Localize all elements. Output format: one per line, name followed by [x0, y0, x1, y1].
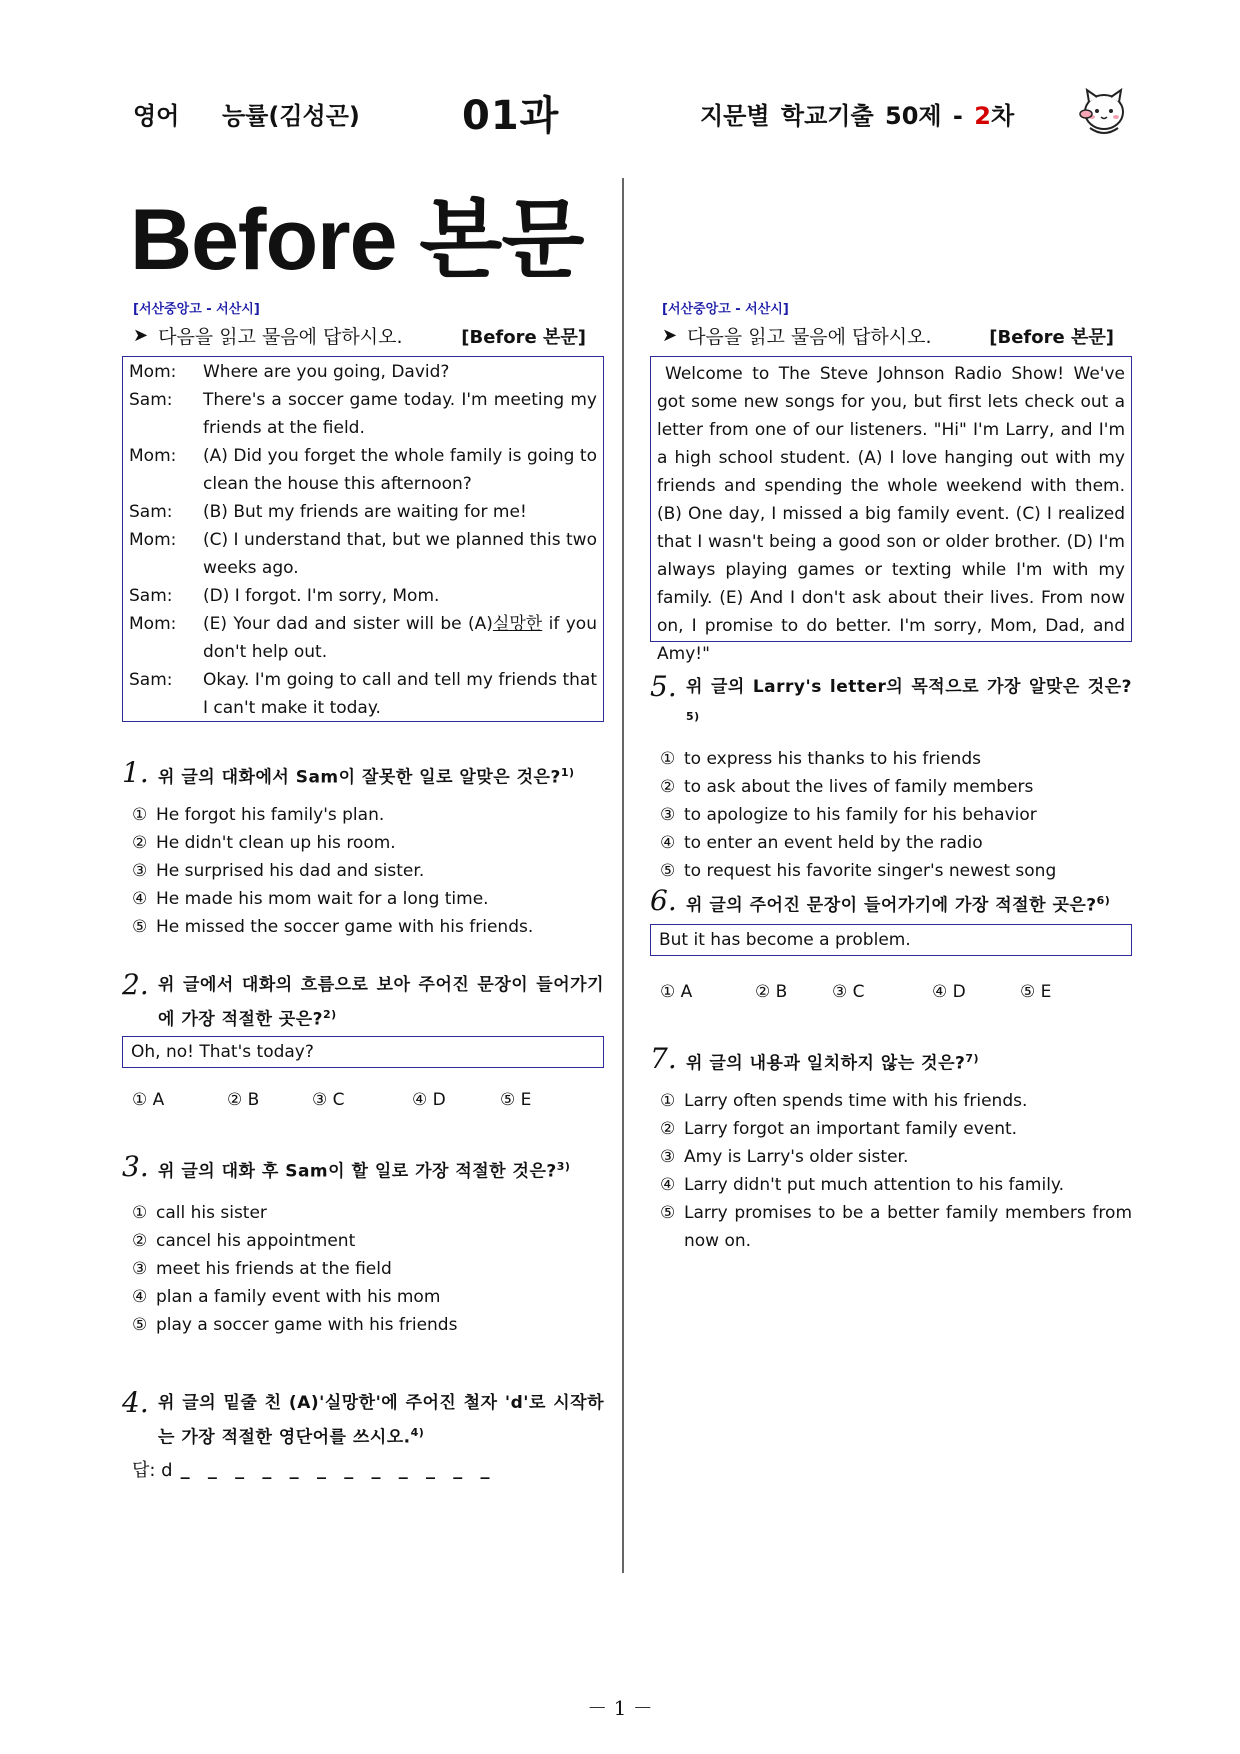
- line-text: There's a soccer game today. I'm meeting my friends at the field.: [203, 390, 597, 438]
- option-marker: ④: [132, 1286, 148, 1307]
- left-instruction: 다음을 읽고 물음에 답하시오.: [158, 326, 403, 348]
- dialogue-line: [129, 582, 597, 610]
- option[interactable]: [660, 982, 755, 1002]
- option[interactable]: [132, 801, 604, 829]
- question-stem: 위 글의 대화 후 Sam이 할 일로 가장 적절한 것은?: [158, 1161, 557, 1182]
- given-sentence-box: Oh, no! That's today?: [122, 1036, 604, 1068]
- option[interactable]: [132, 913, 604, 941]
- question-text: [158, 1388, 604, 1453]
- line-text: (C) I understand that, but we planned this two weeks ago.: [203, 530, 597, 578]
- option-text: B: [775, 982, 788, 1002]
- footnote-mark: 4): [410, 1426, 425, 1439]
- option-marker: ③: [132, 860, 148, 881]
- dialogue-box: [122, 356, 604, 722]
- option-text: play a soccer game with his friends: [156, 1314, 458, 1335]
- option-marker: ③: [132, 1258, 148, 1279]
- option-marker: ④: [932, 982, 948, 1002]
- option-text: to enter an event held by the radio: [684, 832, 983, 853]
- option-marker: ②: [132, 1230, 148, 1251]
- question-3: [122, 1152, 604, 1339]
- option[interactable]: [412, 1090, 500, 1110]
- option-text: He made his mom wait for a long time.: [156, 888, 489, 909]
- option-marker: ②: [755, 982, 771, 1002]
- question-text: [158, 1152, 570, 1187]
- arrowhead-bullet-icon: ➤: [662, 325, 678, 346]
- question-7: [650, 1044, 1132, 1255]
- option-marker: ①: [132, 804, 148, 825]
- question-text: [686, 672, 1132, 737]
- option[interactable]: [132, 829, 604, 857]
- option[interactable]: [932, 982, 1020, 1002]
- header-lesson: 01과: [462, 93, 560, 139]
- question-stem: 위 글의 밑줄 친 (A)'실망한'에 주어진 철자 'd'로 시작하는 가장 적절한 영단어를 쓰시오.: [158, 1393, 604, 1448]
- line-text-pre: (E) Your dad and sister will be (A): [203, 614, 493, 634]
- option-text: to ask about the lives of family members: [684, 776, 1034, 797]
- left-source: [서산중앙고 - 서산시]: [133, 302, 260, 317]
- option[interactable]: [660, 1115, 1132, 1143]
- option-marker: ①: [660, 982, 676, 1002]
- speaker: Sam:: [129, 502, 173, 522]
- line-text: (D) I forgot. I'm sorry, Mom.: [203, 586, 440, 606]
- speaker: Sam:: [129, 586, 173, 606]
- speaker: Sam:: [129, 390, 173, 410]
- option-text: He missed the soccer game with his friends.: [156, 916, 534, 937]
- option-text: meet his friends at the field: [156, 1258, 392, 1279]
- option-text: D: [952, 982, 966, 1002]
- option-text: Larry didn't put much attention to his family.: [684, 1174, 1064, 1195]
- footnote-mark: 5): [686, 710, 700, 723]
- line-text-post: if you don't help out.: [203, 614, 597, 662]
- option-text: Larry forgot an important family event.: [684, 1118, 1018, 1139]
- column-divider: [622, 178, 624, 1573]
- option-marker: ①: [132, 1202, 148, 1223]
- option[interactable]: [660, 1199, 1132, 1255]
- option-marker: ④: [412, 1090, 428, 1110]
- question-number: 2.: [122, 968, 149, 1001]
- option[interactable]: [660, 745, 1132, 773]
- option[interactable]: [832, 982, 932, 1002]
- option[interactable]: [132, 857, 604, 885]
- option-marker: ⑤: [132, 916, 148, 937]
- option-marker: ⑤: [500, 1090, 516, 1110]
- option-marker: ⑤: [660, 1202, 676, 1223]
- header-series: [700, 96, 1014, 131]
- dialogue-line: [129, 442, 597, 498]
- question-number: 1.: [122, 756, 149, 789]
- question-6: [650, 886, 1132, 921]
- option-text: plan a family event with his mom: [156, 1286, 441, 1307]
- question-5: [650, 672, 1132, 885]
- question-2: [122, 970, 604, 1035]
- option-marker: ③: [660, 804, 676, 825]
- question-text: [158, 970, 604, 1035]
- footnote-mark: 7): [965, 1052, 980, 1065]
- question-number: 5.: [650, 670, 677, 703]
- option-marker: ⑤: [660, 860, 676, 881]
- dialogue-line: [129, 610, 597, 666]
- answer-label: 답: d: [132, 1460, 173, 1481]
- option-text: to request his favorite singer's newest song: [684, 860, 1057, 881]
- option[interactable]: [500, 1090, 531, 1110]
- arrowhead-bullet-icon: ➤: [133, 325, 149, 346]
- option-text: He surprised his dad and sister.: [156, 860, 425, 881]
- option-marker: ①: [660, 1090, 676, 1111]
- option[interactable]: [227, 1090, 312, 1110]
- option-text: Larry often spends time with his friends.: [684, 1090, 1028, 1111]
- option-text: A: [680, 982, 693, 1002]
- option[interactable]: [660, 773, 1132, 801]
- given-sentence-box: But it has become a problem.: [650, 924, 1132, 956]
- question-stem: 위 글의 주어진 문장이 들어가기에 가장 적절한 곳은?: [686, 895, 1097, 916]
- option-marker: ①: [132, 1090, 148, 1110]
- header-subject: 영어: [133, 102, 180, 130]
- question-text: [686, 886, 1110, 921]
- page-number: － 1 －: [587, 1696, 653, 1720]
- option[interactable]: [132, 1255, 604, 1283]
- horizontal-options: [132, 1090, 531, 1110]
- option-text: C: [852, 982, 865, 1002]
- page-title: Before 본문: [130, 192, 584, 288]
- option[interactable]: [660, 1143, 1132, 1171]
- left-tag: [Before 본문]: [461, 326, 586, 348]
- passage-box: Welcome to The Steve Johnson Radio Show! We've got some new songs for you, but first lets check out a letter from one of our listeners. "Hi" I'm Larry, and I'm a high school student. (A) I love hanging out with my friends and spending the whole weekend with them. (B) One day, I missed a big family event. (C) I realized that I wasn't being a good son or older brother. (D) I'm always playing games or texting while I'm with my family. (E) And I don't ask about their lives. From now on, I promise to do better. I'm sorry, Mom, Dad, and Amy!": [650, 356, 1132, 642]
- question-stem: 위 글의 Larry's letter의 목적으로 가장 알맞은 것은?: [686, 677, 1132, 697]
- option-text: He didn't clean up his room.: [156, 832, 396, 853]
- line-text: (B) But my friends are waiting for me!: [203, 502, 527, 522]
- question-number: 6.: [650, 884, 677, 917]
- series-suffix: 차: [990, 102, 1015, 130]
- footnote-mark: 2): [323, 1008, 337, 1021]
- series-prefix: 지문별 학교기출 50제 -: [700, 102, 975, 130]
- option-marker: ⑤: [1020, 982, 1036, 1002]
- option-marker: ③: [312, 1090, 328, 1110]
- line-text: [203, 610, 597, 666]
- footnote-mark: 1): [560, 766, 575, 779]
- option[interactable]: [132, 885, 604, 913]
- option-marker: ④: [660, 832, 676, 853]
- option-marker: ⑤: [132, 1314, 148, 1335]
- option-text: call his sister: [156, 1202, 267, 1223]
- option-text: D: [432, 1090, 446, 1110]
- option[interactable]: [132, 1311, 604, 1339]
- answer-blanks[interactable]: _ _ _ _ _ _ _ _ _ _ _ _: [180, 1458, 496, 1480]
- option[interactable]: [755, 982, 832, 1002]
- option-text: C: [332, 1090, 345, 1110]
- option-text: Amy is Larry's older sister.: [684, 1146, 909, 1167]
- option[interactable]: [132, 1090, 227, 1110]
- speaker: Mom:: [129, 446, 177, 466]
- question-number: 4.: [122, 1386, 149, 1419]
- option-marker: ①: [660, 748, 676, 769]
- dialogue-line: [129, 358, 597, 386]
- option[interactable]: [132, 1283, 604, 1311]
- footnote-mark: 6): [1096, 894, 1111, 907]
- option-marker: ②: [227, 1090, 243, 1110]
- question-stem: 위 글에서 대화의 흐름으로 보아 주어진 문장이 들어가기에 가장 적절한 곳은?: [158, 975, 604, 1030]
- speaker: Mom:: [129, 614, 177, 634]
- option[interactable]: [660, 1171, 1132, 1199]
- left-instruction-row: [133, 322, 586, 349]
- header-publisher: 능률(김성곤): [222, 102, 360, 130]
- option-text: to apologize to his family for his behavior: [684, 804, 1037, 825]
- dialogue-line: [129, 526, 597, 582]
- footnote-mark: 3): [556, 1160, 571, 1173]
- option[interactable]: [660, 1087, 1132, 1115]
- option-text: He forgot his family's plan.: [156, 804, 385, 825]
- option[interactable]: [660, 857, 1132, 885]
- right-source: [서산중앙고 - 서산시]: [662, 302, 789, 317]
- question-4: [122, 1388, 604, 1453]
- option-text: to express his thanks to his friends: [684, 748, 981, 769]
- question-1: [122, 758, 604, 941]
- cartoon-cat-mascot-icon: [1078, 82, 1130, 140]
- right-instruction-row: [662, 322, 1114, 349]
- question-number: 3.: [122, 1150, 149, 1183]
- option[interactable]: [1020, 982, 1051, 1002]
- underlined-word: 실망한: [492, 614, 543, 634]
- horizontal-options: [660, 982, 1051, 1002]
- line-text: Okay. I'm going to call and tell my friends that I can't make it today.: [203, 670, 597, 718]
- option-text: E: [520, 1090, 532, 1110]
- option-text: B: [247, 1090, 260, 1110]
- option[interactable]: [660, 801, 1132, 829]
- option-marker: ③: [832, 982, 848, 1002]
- option-text: cancel his appointment: [156, 1230, 356, 1251]
- right-tag: [Before 본문]: [989, 326, 1114, 348]
- series-round: 2: [974, 102, 991, 130]
- option-marker: ②: [132, 832, 148, 853]
- option-marker: ④: [660, 1174, 676, 1195]
- option-marker: ③: [660, 1146, 676, 1167]
- question-stem: 위 글의 내용과 일치하지 않는 것은?: [686, 1053, 966, 1074]
- option[interactable]: [132, 1227, 604, 1255]
- option-text: E: [1040, 982, 1052, 1002]
- option-text: A: [152, 1090, 165, 1110]
- option[interactable]: [132, 1199, 604, 1227]
- dialogue-line: [129, 498, 597, 526]
- line-text: Where are you going, David?: [203, 362, 450, 382]
- line-text: (A) Did you forget the whole family is going to clean the house this afternoon?: [203, 446, 597, 494]
- option-text: Larry promises to be a better family members from now on.: [684, 1202, 1132, 1251]
- answer-line[interactable]: [132, 1456, 496, 1482]
- option-marker: ④: [132, 888, 148, 909]
- question-text: [686, 1044, 979, 1079]
- dialogue-line: [129, 666, 597, 722]
- option-marker: ②: [660, 1118, 676, 1139]
- question-text: [158, 758, 575, 793]
- right-instruction: 다음을 읽고 물음에 답하시오.: [687, 326, 932, 348]
- speaker: Mom:: [129, 530, 177, 550]
- question-stem: 위 글의 대화에서 Sam이 잘못한 일로 알맞은 것은?: [158, 767, 561, 788]
- speaker: Mom:: [129, 362, 177, 382]
- option[interactable]: [312, 1090, 412, 1110]
- option-marker: ②: [660, 776, 676, 797]
- dialogue-line: [129, 386, 597, 442]
- option[interactable]: [660, 829, 1132, 857]
- question-number: 7.: [650, 1042, 677, 1075]
- speaker: Sam:: [129, 670, 173, 690]
